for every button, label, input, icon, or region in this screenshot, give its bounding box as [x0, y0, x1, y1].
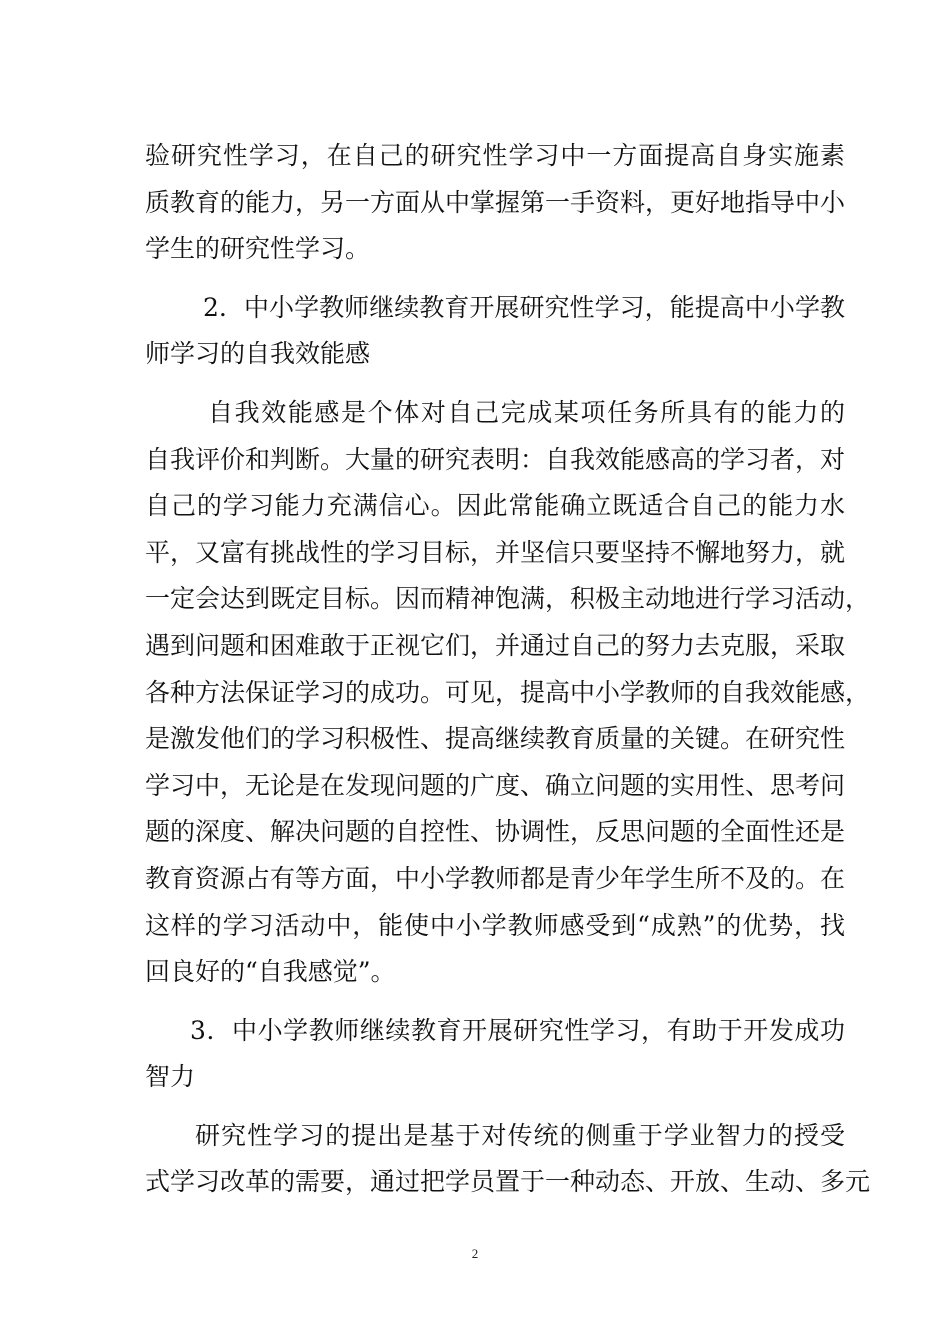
paragraph-gap — [145, 273, 845, 285]
paragraph-continuation — [145, 133, 845, 273]
paragraph-gap — [145, 378, 845, 390]
text-line: 自己的学习能力充满信心。因此常能确立既适合自己的能力水 — [145, 491, 845, 521]
text-line: 各种方法保证学习的成功。可见，提高中小学教师的自我效能感， — [145, 677, 871, 707]
section-heading-3 — [145, 1008, 845, 1101]
text-line: 研究性学习的提出是基于对传统的侧重于学业智力的授受 — [195, 1120, 845, 1150]
text-line: 是激发他们的学习积极性、提高继续教育质量的关键。在研究性 — [145, 724, 846, 754]
section-heading-2 — [145, 285, 845, 378]
text-line: 题的深度、解决问题的自控性、协调性，反思问题的全面性还是 — [145, 817, 846, 847]
paragraph-research-learning — [145, 1113, 871, 1206]
text-line: 遇到问题和困难敢于正视它们，并通过自己的努力去克服，采取 — [145, 630, 846, 660]
document-body — [145, 133, 871, 1206]
heading-line: 3．中小学教师继续教育开展研究性学习，有助于开发成功 — [190, 1015, 845, 1045]
page-number: 2 — [471, 1246, 479, 1261]
text-line: 学生的研究性学习。 — [145, 234, 371, 264]
text-line: 自我效能感是个体对自己完成某项任务所具有的能力的 — [208, 397, 845, 427]
paragraph-gap — [145, 1101, 845, 1113]
text-line: 学习中，无论是在发现问题的广度、确立问题的实用性、思考问 — [145, 770, 846, 800]
paragraph-gap — [145, 996, 845, 1008]
text-line: 自我评价和判断。大量的研究表明：自我效能感高的学习者，对 — [145, 444, 846, 474]
text-line: 一定会达到既定目标。因而精神饱满，积极主动地进行学习活动， — [145, 584, 871, 614]
text-line: 这样的学习活动中，能使中小学教师感受到“成熟”的优势，找 — [145, 910, 845, 940]
text-line: 质教育的能力，另一方面从中掌握第一手资料，更好地指导中小 — [145, 187, 846, 217]
text-line: 平，又富有挑战性的学习目标，并坚信只要坚持不懈地努力，就 — [145, 537, 846, 567]
text-line: 回良好的“自我感觉”。 — [145, 957, 396, 987]
text-line: 式学习改革的需要，通过把学员置于一种动态、开放、生动、多元 — [145, 1167, 871, 1197]
heading-line: 2．中小学教师继续教育开展研究性学习，能提高中小学教 — [203, 292, 845, 322]
paragraph-self-efficacy — [145, 390, 871, 996]
text-line: 验研究性学习，在自己的研究性学习中一方面提高自身实施素 — [145, 141, 845, 170]
heading-line: 智力 — [145, 1062, 196, 1092]
text-line: 教育资源占有等方面，中小学教师都是青少年学生所不及的。在 — [145, 863, 846, 893]
heading-line: 师学习的自我效能感 — [145, 339, 371, 369]
